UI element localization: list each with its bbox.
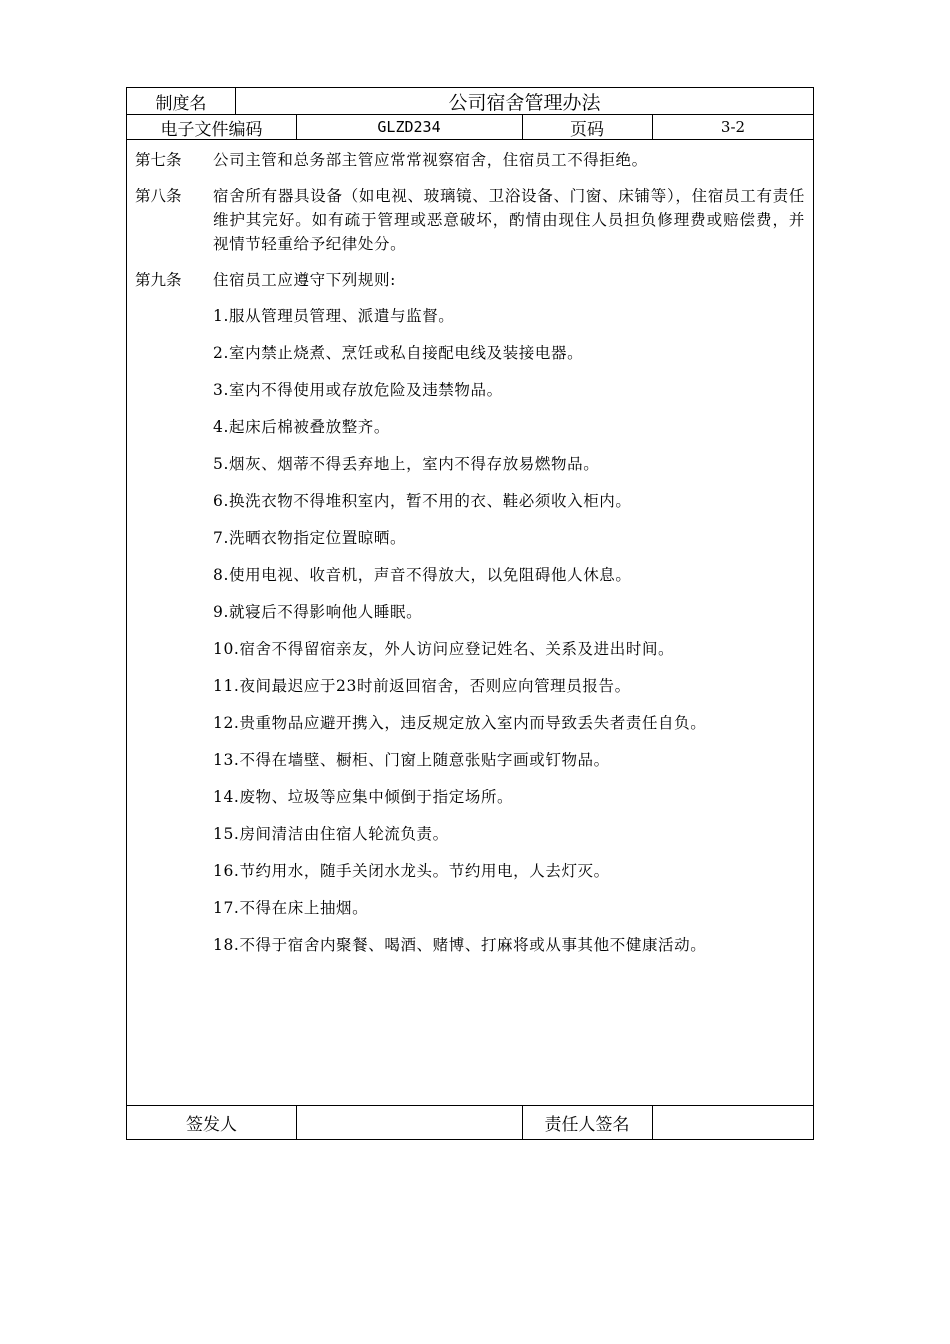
responsible-label: 责任人签名 [544,1115,630,1135]
document-body [135,148,805,970]
rule-item: 2.室内禁止烧煮、烹饪或私自接配电线及装接电器。 [213,344,584,362]
document-table [126,87,814,1140]
article-7 [135,148,805,172]
rule-item: 13.不得在墙壁、橱柜、门窗上随意张贴字画或钉物品。 [213,751,610,769]
rule-item: 8.使用电视、收音机，声音不得放大，以免阻碍他人休息。 [213,566,632,584]
signer-label: 签发人 [186,1115,237,1135]
article-number: 第八条 [135,187,182,205]
article-9 [135,268,805,292]
article-text: 宿舍所有器具设备（如电视、玻璃镜、卫浴设备、门窗、床铺等），住宿员工有责任维护其完好。如有疏于管理或恶意破坏，酌情由现住人员担负修理费或赔偿费，并视情节轻重给予纪律处分。 [213,187,805,253]
code-label: 电子文件编码 [160,119,263,140]
article-text: 公司主管和总务部主管应常常视察宿舍，住宿员工不得拒绝。 [213,151,648,169]
rule-item: 9.就寝后不得影响他人睡眠。 [213,603,423,621]
article-text: 住宿员工应遵守下列规则: [213,271,396,289]
rule-item: 14.废物、垃圾等应集中倾倒于指定场所。 [213,788,514,806]
rule-item: 11.夜间最迟应于23时前返回宿舍，否则应向管理员报告。 [213,677,631,695]
rule-item: 18.不得于宿舍内聚餐、喝酒、赌博、打麻将或从事其他不健康活动。 [213,936,707,954]
document-title: 公司宿舍管理办法 [448,91,601,114]
page-value: 3-2 [720,118,746,136]
rule-item: 15.房间清洁由住宿人轮流负责。 [213,825,449,843]
rule-item: 5.烟灰、烟蒂不得丢弃地上，室内不得存放易燃物品。 [213,455,600,473]
article-8 [135,184,805,256]
rule-item: 16.节约用水，随手关闭水龙头。节约用电，人去灯灭。 [213,862,610,880]
name-label: 制度名 [155,93,207,114]
page-label: 页码 [570,119,604,140]
signer-field[interactable] [296,1106,522,1139]
responsible-signature-field[interactable] [652,1106,814,1139]
rule-item: 6.换洗衣物不得堆积室内，暂不用的衣、鞋必须收入柜内。 [213,492,632,510]
rule-item: 1.服从管理员管理、派遣与监督。 [213,307,455,325]
article-number: 第七条 [135,151,182,169]
divider [127,139,813,140]
rule-item: 17.不得在床上抽烟。 [213,899,369,917]
rule-item: 3.室内不得使用或存放危险及违禁物品。 [213,381,503,399]
rule-item: 10.宿舍不得留宿亲友，外人访问应登记姓名、关系及进出时间。 [213,640,675,658]
rule-item: 7.洗晒衣物指定位置晾晒。 [213,529,407,547]
code-value: GLZD234 [377,118,441,136]
article-number: 第九条 [135,271,182,289]
rule-item: 4.起床后棉被叠放整齐。 [213,418,390,436]
rule-item: 12.贵重物品应避开携入，违反规定放入室内而导致丢失者责任自负。 [213,714,707,732]
